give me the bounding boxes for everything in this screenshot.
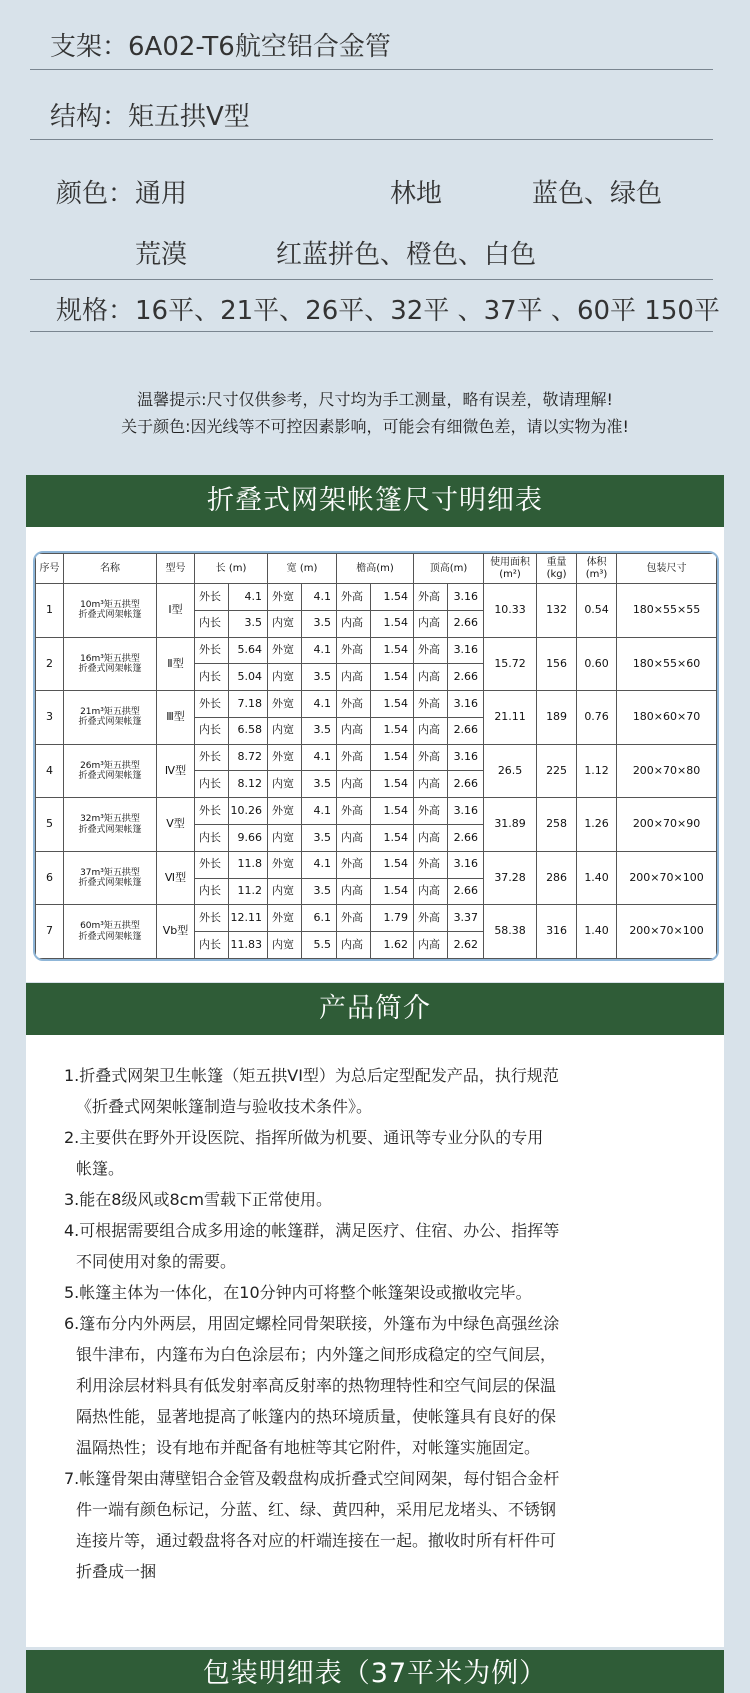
cell-label: 内高 — [337, 825, 371, 852]
cell-model: Ⅴ型 — [157, 798, 195, 852]
intro-line: 6.篷布分内外两层，用固定螺栓同骨架联接，外篷布为中绿色高强丝涂 — [64, 1314, 560, 1333]
cell-area: 31.89 — [484, 798, 537, 852]
cell-inner-ridge: 2.66 — [448, 878, 484, 905]
cell-pack: 180×55×60 — [617, 637, 717, 691]
cell-name — [64, 637, 157, 691]
cell-name-line1: 21m³矩五拱型 — [80, 707, 140, 718]
cell-volume: 1.40 — [577, 905, 617, 959]
size-table-title: 折叠式网架帐篷尺寸明细表 — [26, 475, 724, 527]
cell-outer-eave: 1.54 — [371, 851, 414, 878]
cell-volume: 0.76 — [577, 691, 617, 745]
cell-outer-eave: 1.54 — [371, 637, 414, 664]
cell-inner-length: 5.04 — [229, 664, 268, 691]
cell-inner-length: 6.58 — [229, 717, 268, 744]
col-model: 型号 — [157, 554, 195, 584]
col-seq: 序号 — [36, 554, 64, 584]
cell-label: 内长 — [195, 825, 229, 852]
cell-label: 内高 — [414, 825, 448, 852]
cell-inner-ridge: 2.62 — [448, 932, 484, 959]
cell-weight: 258 — [537, 798, 577, 852]
col-name: 名称 — [64, 554, 157, 584]
cell-model: Ⅱ型 — [157, 637, 195, 691]
cell-label: 外高 — [414, 798, 448, 825]
intro-line: 件一端有颜色标记，分蓝、红、绿、黄四种，采用尼龙堵头、不锈钢 — [76, 1500, 557, 1519]
cell-area: 15.72 — [484, 637, 537, 691]
cell-weight: 286 — [537, 851, 577, 905]
cell-label: 内长 — [195, 771, 229, 798]
col-weight: 重量(kg) — [537, 554, 577, 584]
cell-inner-width: 3.5 — [302, 717, 337, 744]
cell-outer-width: 4.1 — [302, 851, 337, 878]
cell-label: 外高 — [337, 584, 371, 611]
intro-line: 银牛津布，内篷布为白色涂层布；内外篷之间形成稳定的空气间层， — [76, 1345, 557, 1364]
cell-volume: 1.26 — [577, 798, 617, 852]
cell-name-line2: 折叠式网架帐篷 — [78, 824, 142, 835]
cell-outer-width: 4.1 — [302, 691, 337, 718]
cell-inner-ridge: 2.66 — [448, 825, 484, 852]
cell-label: 外高 — [414, 905, 448, 932]
spec-color-v4: 荒漠 — [135, 240, 188, 270]
cell-outer-length: 10.26 — [229, 798, 268, 825]
cell-label: 内宽 — [268, 825, 302, 852]
cell-name — [64, 744, 157, 798]
col-volume: 体积(m³) — [577, 554, 617, 584]
cell-seq: 1 — [36, 584, 64, 638]
cell-inner-width: 3.5 — [302, 664, 337, 691]
cell-seq: 5 — [36, 798, 64, 852]
cell-outer-ridge: 3.16 — [448, 744, 484, 771]
cell-label: 内宽 — [268, 664, 302, 691]
cell-label: 外高 — [337, 637, 371, 664]
intro-line: 7.帐篷骨架由薄壁铝合金管及毂盘构成折叠式空间网架，每付铝合金杆 — [64, 1469, 560, 1488]
cell-pack: 200×70×100 — [617, 851, 717, 905]
cell-model: Ⅵ型 — [157, 851, 195, 905]
cell-name — [64, 691, 157, 745]
col-width: 宽 (m) — [268, 554, 337, 584]
cell-outer-length: 4.1 — [229, 584, 268, 611]
cell-label: 内高 — [414, 717, 448, 744]
cell-outer-ridge: 3.16 — [448, 584, 484, 611]
table-row — [36, 744, 717, 771]
table-row — [36, 851, 717, 878]
cell-label: 外宽 — [268, 905, 302, 932]
cell-name-line1: 10m³矩五拱型 — [80, 599, 140, 610]
intro-line: 4.可根据需要组合成多用途的帐篷群，满足医疗、住宿、办公、指挥等 — [64, 1221, 560, 1240]
cell-outer-length: 11.8 — [229, 851, 268, 878]
intro-line: 折叠成一捆 — [76, 1562, 157, 1581]
cell-inner-eave: 1.62 — [371, 932, 414, 959]
cell-label: 外高 — [337, 851, 371, 878]
cell-inner-width: 3.5 — [302, 878, 337, 905]
spec-color-v3: 蓝色、绿色 — [532, 179, 663, 209]
spec-bracket — [30, 0, 713, 70]
cell-area: 58.38 — [484, 905, 537, 959]
cell-outer-length: 7.18 — [229, 691, 268, 718]
table-header-row — [36, 554, 717, 584]
intro-line: 帐篷。 — [76, 1159, 125, 1178]
cell-model: Ⅲ型 — [157, 691, 195, 745]
cell-outer-width: 4.1 — [302, 744, 337, 771]
cell-label: 外长 — [195, 798, 229, 825]
cell-weight: 156 — [537, 637, 577, 691]
cell-name-line1: 37m³矩五拱型 — [80, 867, 140, 878]
cell-pack: 180×60×70 — [617, 691, 717, 745]
cell-inner-eave: 1.54 — [371, 771, 414, 798]
cell-label: 内长 — [195, 717, 229, 744]
spec-color-v1: 通用 — [135, 179, 188, 209]
cell-label: 内高 — [414, 932, 448, 959]
cell-inner-eave: 1.54 — [371, 664, 414, 691]
cell-outer-eave: 1.54 — [371, 798, 414, 825]
cell-name-line1: 26m³矩五拱型 — [80, 760, 140, 771]
cell-inner-length: 11.2 — [229, 878, 268, 905]
cell-label: 外高 — [337, 798, 371, 825]
cell-label: 外高 — [414, 851, 448, 878]
cell-outer-ridge: 3.16 — [448, 691, 484, 718]
cell-label: 外高 — [337, 905, 371, 932]
cell-area: 37.28 — [484, 851, 537, 905]
intro-line: 温隔热性；设有地布并配备有地桩等其它附件，对帐篷实施固定。 — [76, 1438, 541, 1457]
packing-title: 包装明细表（37平米为例） — [26, 1650, 724, 1693]
cell-volume: 1.40 — [577, 851, 617, 905]
cell-outer-width: 4.1 — [302, 584, 337, 611]
cell-inner-width: 3.5 — [302, 825, 337, 852]
cell-outer-length: 8.72 — [229, 744, 268, 771]
cell-label: 内高 — [337, 932, 371, 959]
cell-label: 内宽 — [268, 771, 302, 798]
cell-inner-width: 5.5 — [302, 932, 337, 959]
intro-line: 1.折叠式网架卫生帐篷（矩五拱VI型）为总后定型配发产品，执行规范 — [64, 1066, 559, 1085]
intro-text — [64, 1060, 694, 1587]
cell-label: 内高 — [337, 717, 371, 744]
cell-outer-length: 12.11 — [229, 905, 268, 932]
cell-weight: 132 — [537, 584, 577, 638]
col-ridge: 顶高(m) — [414, 554, 484, 584]
cell-pack: 180×55×55 — [617, 584, 717, 638]
cell-model: Ⅴb型 — [157, 905, 195, 959]
intro-line: 不同使用对象的需要。 — [76, 1252, 237, 1271]
cell-label: 外宽 — [268, 584, 302, 611]
cell-outer-eave: 1.54 — [371, 744, 414, 771]
cell-pack: 200×70×90 — [617, 798, 717, 852]
cell-label: 外宽 — [268, 637, 302, 664]
cell-seq: 4 — [36, 744, 64, 798]
cell-seq: 6 — [36, 851, 64, 905]
cell-label: 外长 — [195, 905, 229, 932]
cell-inner-eave: 1.54 — [371, 610, 414, 637]
cell-name-line2: 折叠式网架帐篷 — [78, 931, 142, 942]
intro-line: 利用涂层材料具有低发射率高反射率的热物理特性和空气间层的保温 — [76, 1376, 557, 1395]
cell-inner-ridge: 2.66 — [448, 610, 484, 637]
cell-name-line1: 16m³矩五拱型 — [80, 653, 140, 664]
cell-label: 内宽 — [268, 717, 302, 744]
cell-name-line2: 折叠式网架帐篷 — [78, 770, 142, 781]
cell-outer-eave: 1.54 — [371, 584, 414, 611]
cell-inner-length: 3.5 — [229, 610, 268, 637]
cell-label: 外长 — [195, 584, 229, 611]
table-row — [36, 637, 717, 664]
cell-label: 内高 — [337, 664, 371, 691]
cell-label: 外长 — [195, 637, 229, 664]
cell-label: 外高 — [414, 691, 448, 718]
cell-inner-length: 8.12 — [229, 771, 268, 798]
spec-size — [30, 280, 720, 332]
col-eave: 檐高(m) — [337, 554, 414, 584]
cell-pack: 200×70×80 — [617, 744, 717, 798]
cell-label: 内高 — [414, 878, 448, 905]
cell-name-line1: 32m³矩五拱型 — [80, 814, 140, 825]
cell-label: 外宽 — [268, 851, 302, 878]
intro-line: 连接片等，通过毂盘将各对应的杆端连接在一起。撤收时所有杆件可 — [76, 1531, 557, 1550]
cell-label: 外宽 — [268, 744, 302, 771]
note-measurement: 温馨提示:尺寸仅供参考，尺寸均为手工测量，略有误差，敬请理解! — [137, 390, 613, 409]
cell-outer-length: 5.64 — [229, 637, 268, 664]
col-length: 长 (m) — [195, 554, 268, 584]
spec-structure-label: 结构： — [50, 102, 129, 132]
spec-color-2 — [30, 220, 713, 280]
cell-outer-eave: 1.54 — [371, 691, 414, 718]
cell-name — [64, 851, 157, 905]
cell-inner-width: 3.5 — [302, 610, 337, 637]
intro-line: 3.能在8级风或8cm雪载下正常使用。 — [64, 1190, 333, 1209]
note-color: 关于颜色:因光线等不可控因素影响，可能会有细微色差，请以实物为准! — [121, 417, 629, 436]
intro-line: 5.帐篷主体为一体化，在10分钟内可将整个帐篷架设或撤收完毕。 — [64, 1283, 532, 1302]
cell-outer-ridge: 3.16 — [448, 851, 484, 878]
table-row — [36, 905, 717, 932]
cell-label: 外宽 — [268, 798, 302, 825]
cell-label: 内长 — [195, 932, 229, 959]
cell-seq: 3 — [36, 691, 64, 745]
cell-label: 内宽 — [268, 610, 302, 637]
cell-area: 26.5 — [484, 744, 537, 798]
cell-outer-ridge: 3.37 — [448, 905, 484, 932]
cell-label: 外高 — [414, 744, 448, 771]
cell-outer-ridge: 3.16 — [448, 798, 484, 825]
cell-outer-width: 4.1 — [302, 798, 337, 825]
cell-label: 外高 — [414, 584, 448, 611]
cell-model: Ⅰ型 — [157, 584, 195, 638]
cell-name-line2: 折叠式网架帐篷 — [78, 663, 142, 674]
cell-label: 外高 — [337, 691, 371, 718]
spec-size-label: 规格： — [56, 296, 135, 326]
spec-structure — [30, 70, 713, 140]
intro-line: 2.主要供在野外开设医院、指挥所做为机要、通讯等专业分队的专用 — [64, 1128, 544, 1147]
cell-weight: 316 — [537, 905, 577, 959]
cell-label: 外长 — [195, 851, 229, 878]
spec-color-label: 颜色： — [56, 179, 135, 209]
table-row — [36, 798, 717, 825]
cell-inner-ridge: 2.66 — [448, 771, 484, 798]
cell-label: 外高 — [414, 637, 448, 664]
cell-label: 内高 — [414, 664, 448, 691]
cell-seq: 7 — [36, 905, 64, 959]
col-pack: 包装尺寸 — [617, 554, 717, 584]
cell-name — [64, 798, 157, 852]
spec-bracket-value: 6A02-T6航空铝合金管 — [128, 32, 391, 62]
cell-name-line2: 折叠式网架帐篷 — [78, 878, 142, 889]
table-row — [36, 691, 717, 718]
cell-inner-eave: 1.54 — [371, 878, 414, 905]
size-table — [33, 551, 719, 961]
cell-label: 内高 — [337, 771, 371, 798]
cell-seq: 2 — [36, 637, 64, 691]
cell-label: 内高 — [337, 878, 371, 905]
cell-name-line2: 折叠式网架帐篷 — [78, 610, 142, 621]
cell-name-line1: 60m³矩五拱型 — [80, 921, 140, 932]
cell-name — [64, 905, 157, 959]
cell-label: 外长 — [195, 744, 229, 771]
notes — [0, 386, 750, 440]
spec-color-v5: 红蓝拼色、橙色、白色 — [276, 240, 537, 270]
spec-bracket-label: 支架： — [50, 32, 129, 62]
cell-outer-width: 6.1 — [302, 905, 337, 932]
cell-area: 21.11 — [484, 691, 537, 745]
cell-weight: 225 — [537, 744, 577, 798]
cell-volume: 1.12 — [577, 744, 617, 798]
cell-label: 外长 — [195, 691, 229, 718]
cell-inner-ridge: 2.66 — [448, 664, 484, 691]
cell-label: 内高 — [337, 610, 371, 637]
intro-line: 隔热性能，显著地提高了帐篷内的热环境质量，使帐篷具有良好的保 — [76, 1407, 557, 1426]
cell-area: 10.33 — [484, 584, 537, 638]
cell-label: 内宽 — [268, 878, 302, 905]
cell-label: 外宽 — [268, 691, 302, 718]
cell-label: 内高 — [414, 771, 448, 798]
cell-inner-length: 9.66 — [229, 825, 268, 852]
cell-inner-width: 3.5 — [302, 771, 337, 798]
spec-size-value: 16平、21平、26平、32平 、37平 、60平 150平 — [135, 296, 720, 326]
cell-outer-width: 4.1 — [302, 637, 337, 664]
cell-inner-ridge: 2.66 — [448, 717, 484, 744]
cell-label: 内长 — [195, 878, 229, 905]
cell-volume: 0.54 — [577, 584, 617, 638]
spec-structure-value: 矩五拱V型 — [128, 102, 250, 132]
cell-pack: 200×70×100 — [617, 905, 717, 959]
cell-outer-eave: 1.79 — [371, 905, 414, 932]
spec-color-v2: 林地 — [390, 179, 443, 209]
cell-name — [64, 584, 157, 638]
cell-outer-ridge: 3.16 — [448, 637, 484, 664]
cell-name-line2: 折叠式网架帐篷 — [78, 717, 142, 728]
intro-title: 产品简介 — [26, 983, 724, 1035]
spec-color — [30, 140, 713, 220]
cell-model: Ⅳ型 — [157, 744, 195, 798]
cell-label: 内宽 — [268, 932, 302, 959]
cell-inner-length: 11.83 — [229, 932, 268, 959]
cell-label: 内高 — [414, 610, 448, 637]
cell-weight: 189 — [537, 691, 577, 745]
col-area: 使用面积(m²) — [484, 554, 537, 584]
cell-label: 外高 — [337, 744, 371, 771]
cell-label: 内长 — [195, 610, 229, 637]
cell-volume: 0.60 — [577, 637, 617, 691]
intro-line: 《折叠式网架帐篷制造与验收技术条件》。 — [76, 1097, 373, 1116]
cell-label: 内长 — [195, 664, 229, 691]
cell-inner-eave: 1.54 — [371, 717, 414, 744]
table-row — [36, 584, 717, 611]
cell-inner-eave: 1.54 — [371, 825, 414, 852]
